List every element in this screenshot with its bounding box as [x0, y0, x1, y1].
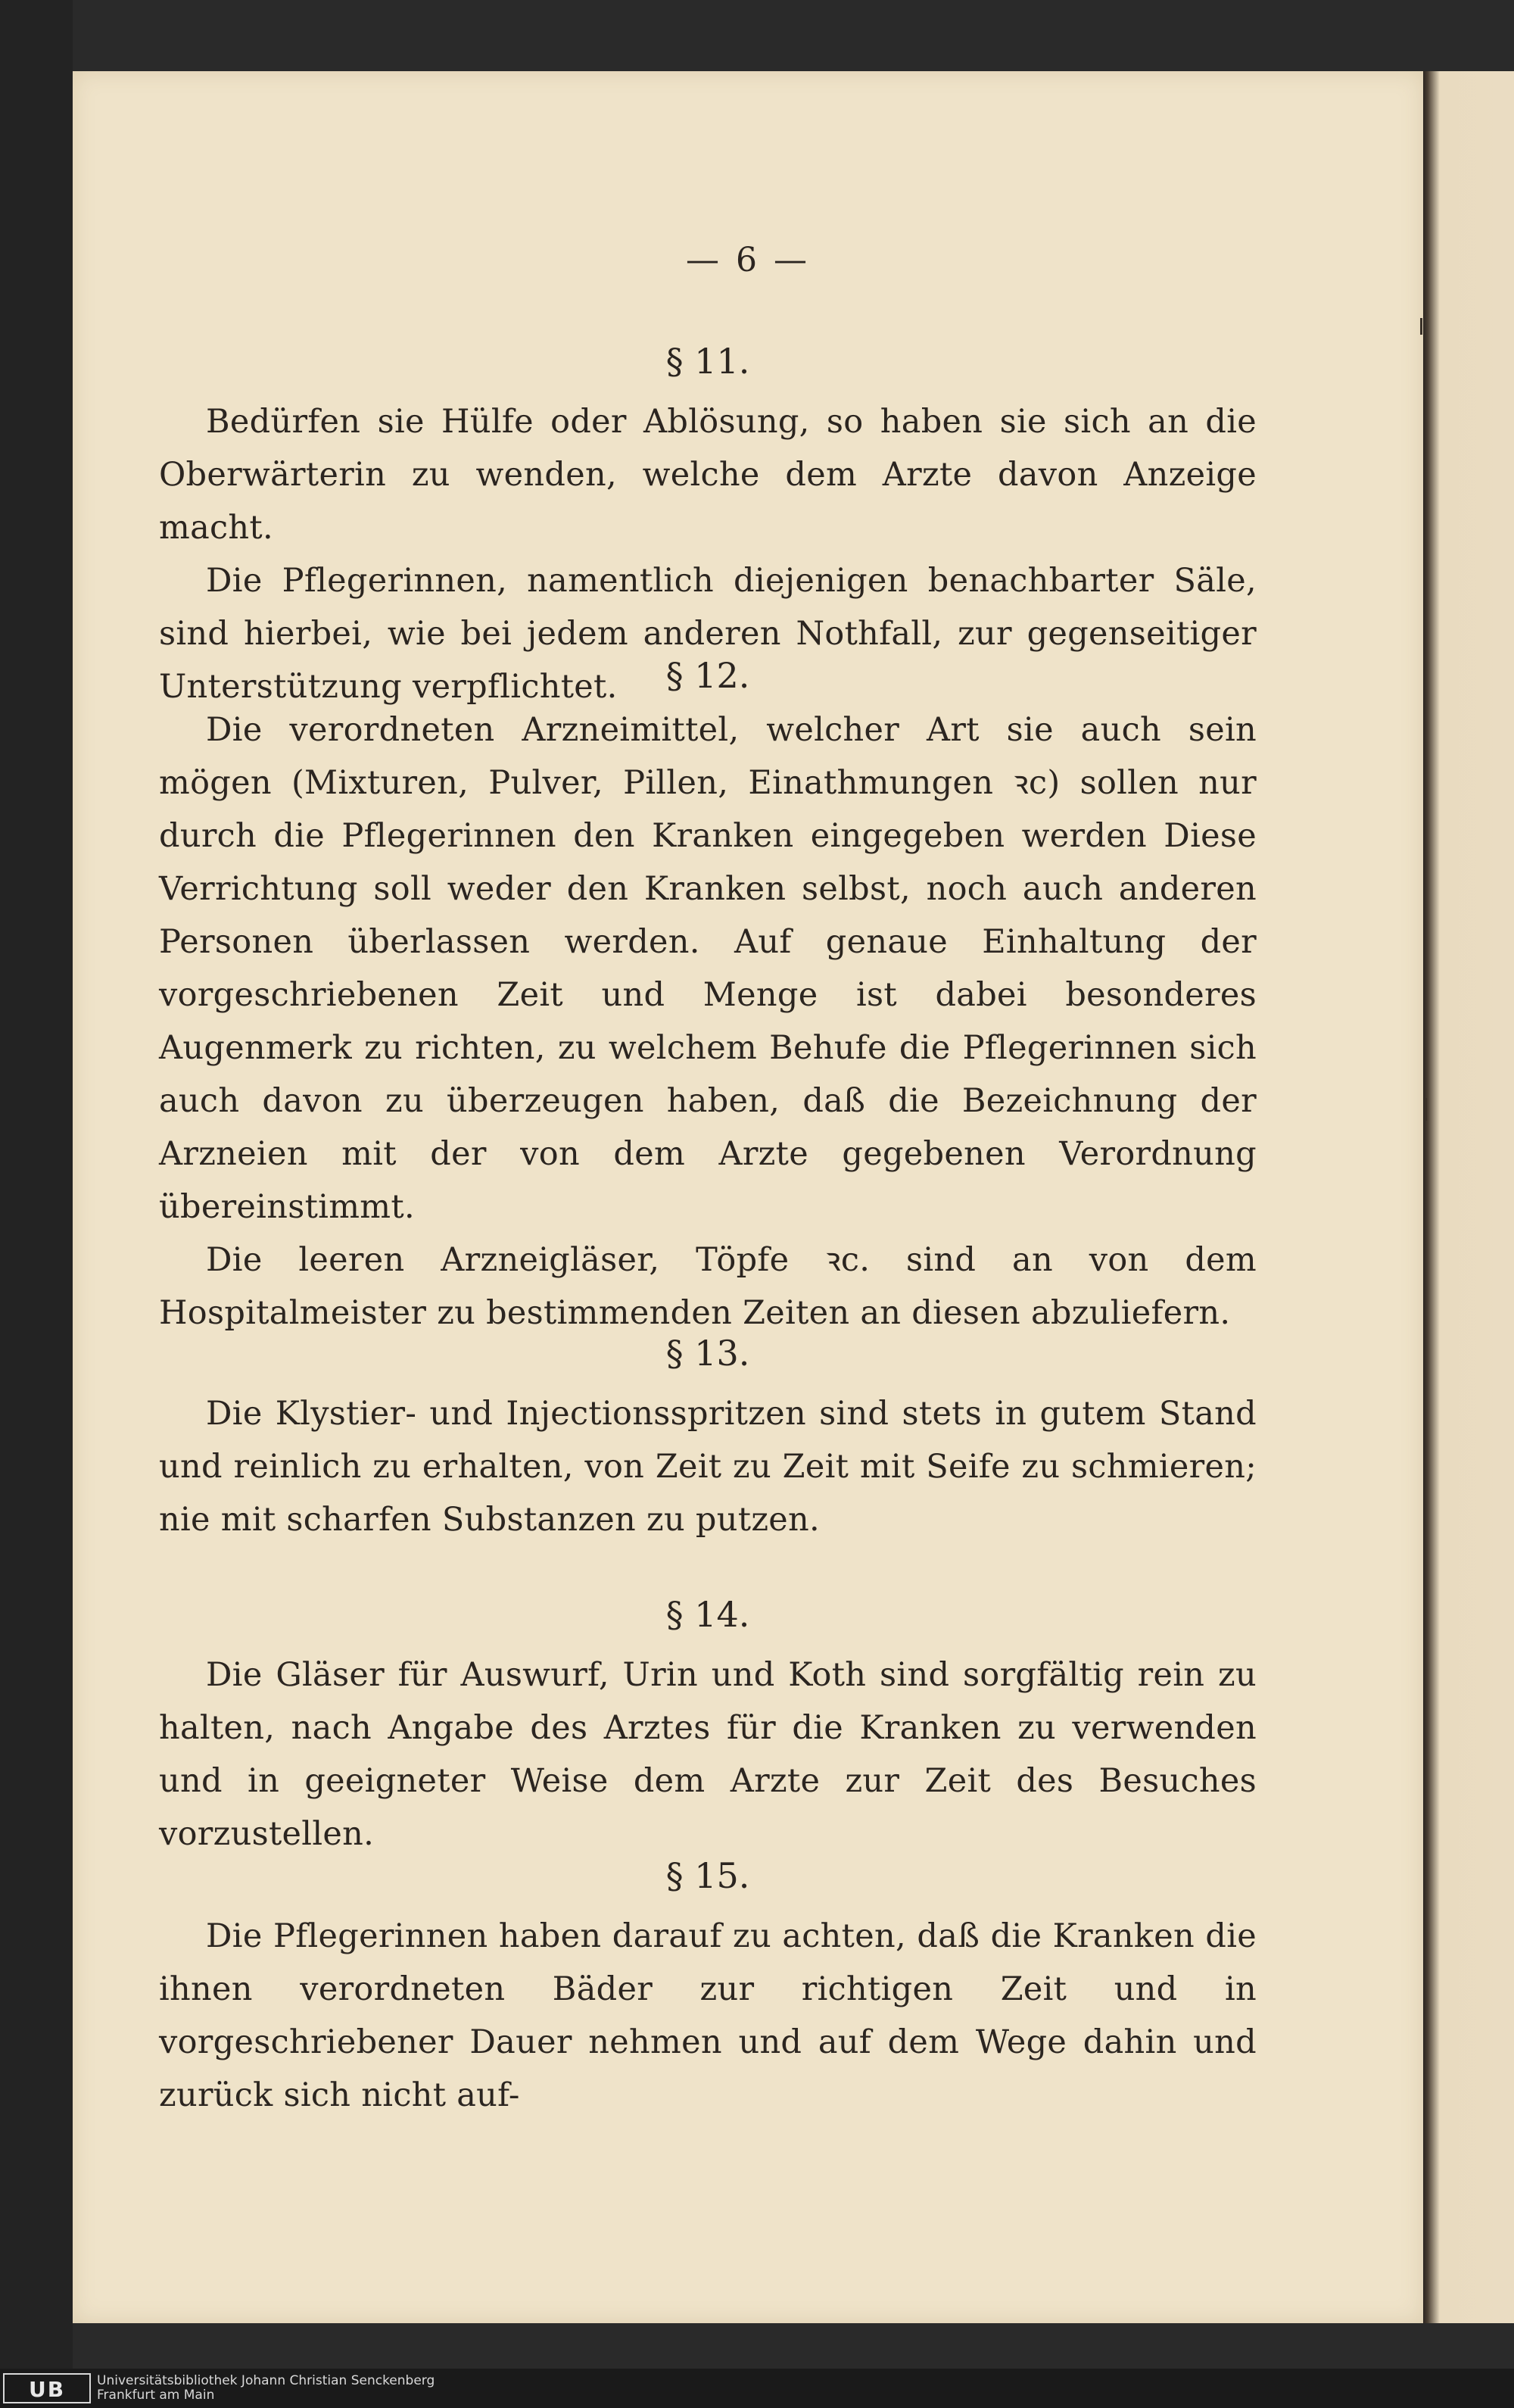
library-footer: [0, 2369, 1514, 2408]
page-number: — 6 —: [686, 241, 810, 279]
section-heading: § 12.: [665, 655, 750, 696]
facing-page-edge: [1423, 71, 1514, 2323]
paragraph: Bedürfen sie Hülfe oder Ablösung, so haben sie sich an die Oberwärterin zu wenden, welche dem Arzte davon Anzeige macht.: [159, 403, 1257, 547]
section-heading: § 13.: [665, 1333, 750, 1374]
section-12: [159, 655, 1257, 1340]
library-credit: [97, 2374, 435, 2403]
section-heading: § 15.: [665, 1855, 750, 1896]
library-name: Universitätsbibliothek Johann Christian Senckenberg: [97, 2373, 435, 2388]
paragraph: Die verordneten Arzneimittel, welcher Art sie auch sein mögen (Mixturen, Pulver, Pillen, Einathmungen ꝛc) sollen nur durch die Pflegerinnen den Kranken eingegeben werden Diese Verrichtung soll weder den Kranken selbst, noch auch anderen Personen überlassen werden. Auf genaue Einhaltung der vorgeschriebenen Zeit und Menge ist dabei besonderes Augenmerk zu richten, zu welchem Behufe die Pflegerinnen sich auch davon zu überzeugen haben, daß die Bezeichnung der Arzneien mit der von dem Arzte gegebenen Verordnung übereinstimmt.: [159, 711, 1257, 1226]
section-14: [159, 1594, 1257, 1861]
paragraph: Die Klystier- und Injectionsspritzen sind stets in gutem Stand und reinlich zu erhalten, von Zeit zu Zeit mit Seife zu schmieren; nie mit scharfen Substanzen zu putzen.: [159, 1395, 1257, 1539]
paragraph: Die leeren Arzneigläser, Töpfe ꝛc. sind an von dem Hospitalmeister zu bestimmenden Zeiten an diesen abzuliefern.: [159, 1241, 1257, 1332]
section-heading: § 14.: [665, 1594, 750, 1635]
scan-artifact: [1425, 1098, 1427, 1121]
section-13: [159, 1333, 1257, 1546]
section-heading: § 11.: [665, 341, 750, 382]
paragraph: Die Pflegerinnen haben darauf zu achten, daß die Kranken die ihnen verordneten Bäder zur richtigen Zeit und in vorgeschriebener Dauer nehmen und auf dem Wege dahin und zurück sich nicht auf-: [159, 1917, 1257, 2114]
library-city: Frankfurt am Main: [97, 2388, 215, 2403]
paragraph: Die Pflegerinnen, namentlich diejenigen benachbarter Säle, sind hierbei, wie bei jedem anderen Nothfall, zur gegenseitiger Unterstützung verpflichtet.: [159, 562, 1257, 706]
ub-logo: UB: [3, 2373, 91, 2403]
paragraph: Die Gläser für Auswurf, Urin und Koth sind sorgfältig rein zu halten, nach Angabe des Arztes für die Kranken zu verwenden und in geeigneter Weise dem Arzte zur Zeit des Besuches vorzustellen.: [159, 1656, 1257, 1853]
scan-artifact: [1420, 318, 1422, 335]
scan-left-margin: [0, 0, 73, 2408]
section-15: [159, 1855, 1257, 2122]
